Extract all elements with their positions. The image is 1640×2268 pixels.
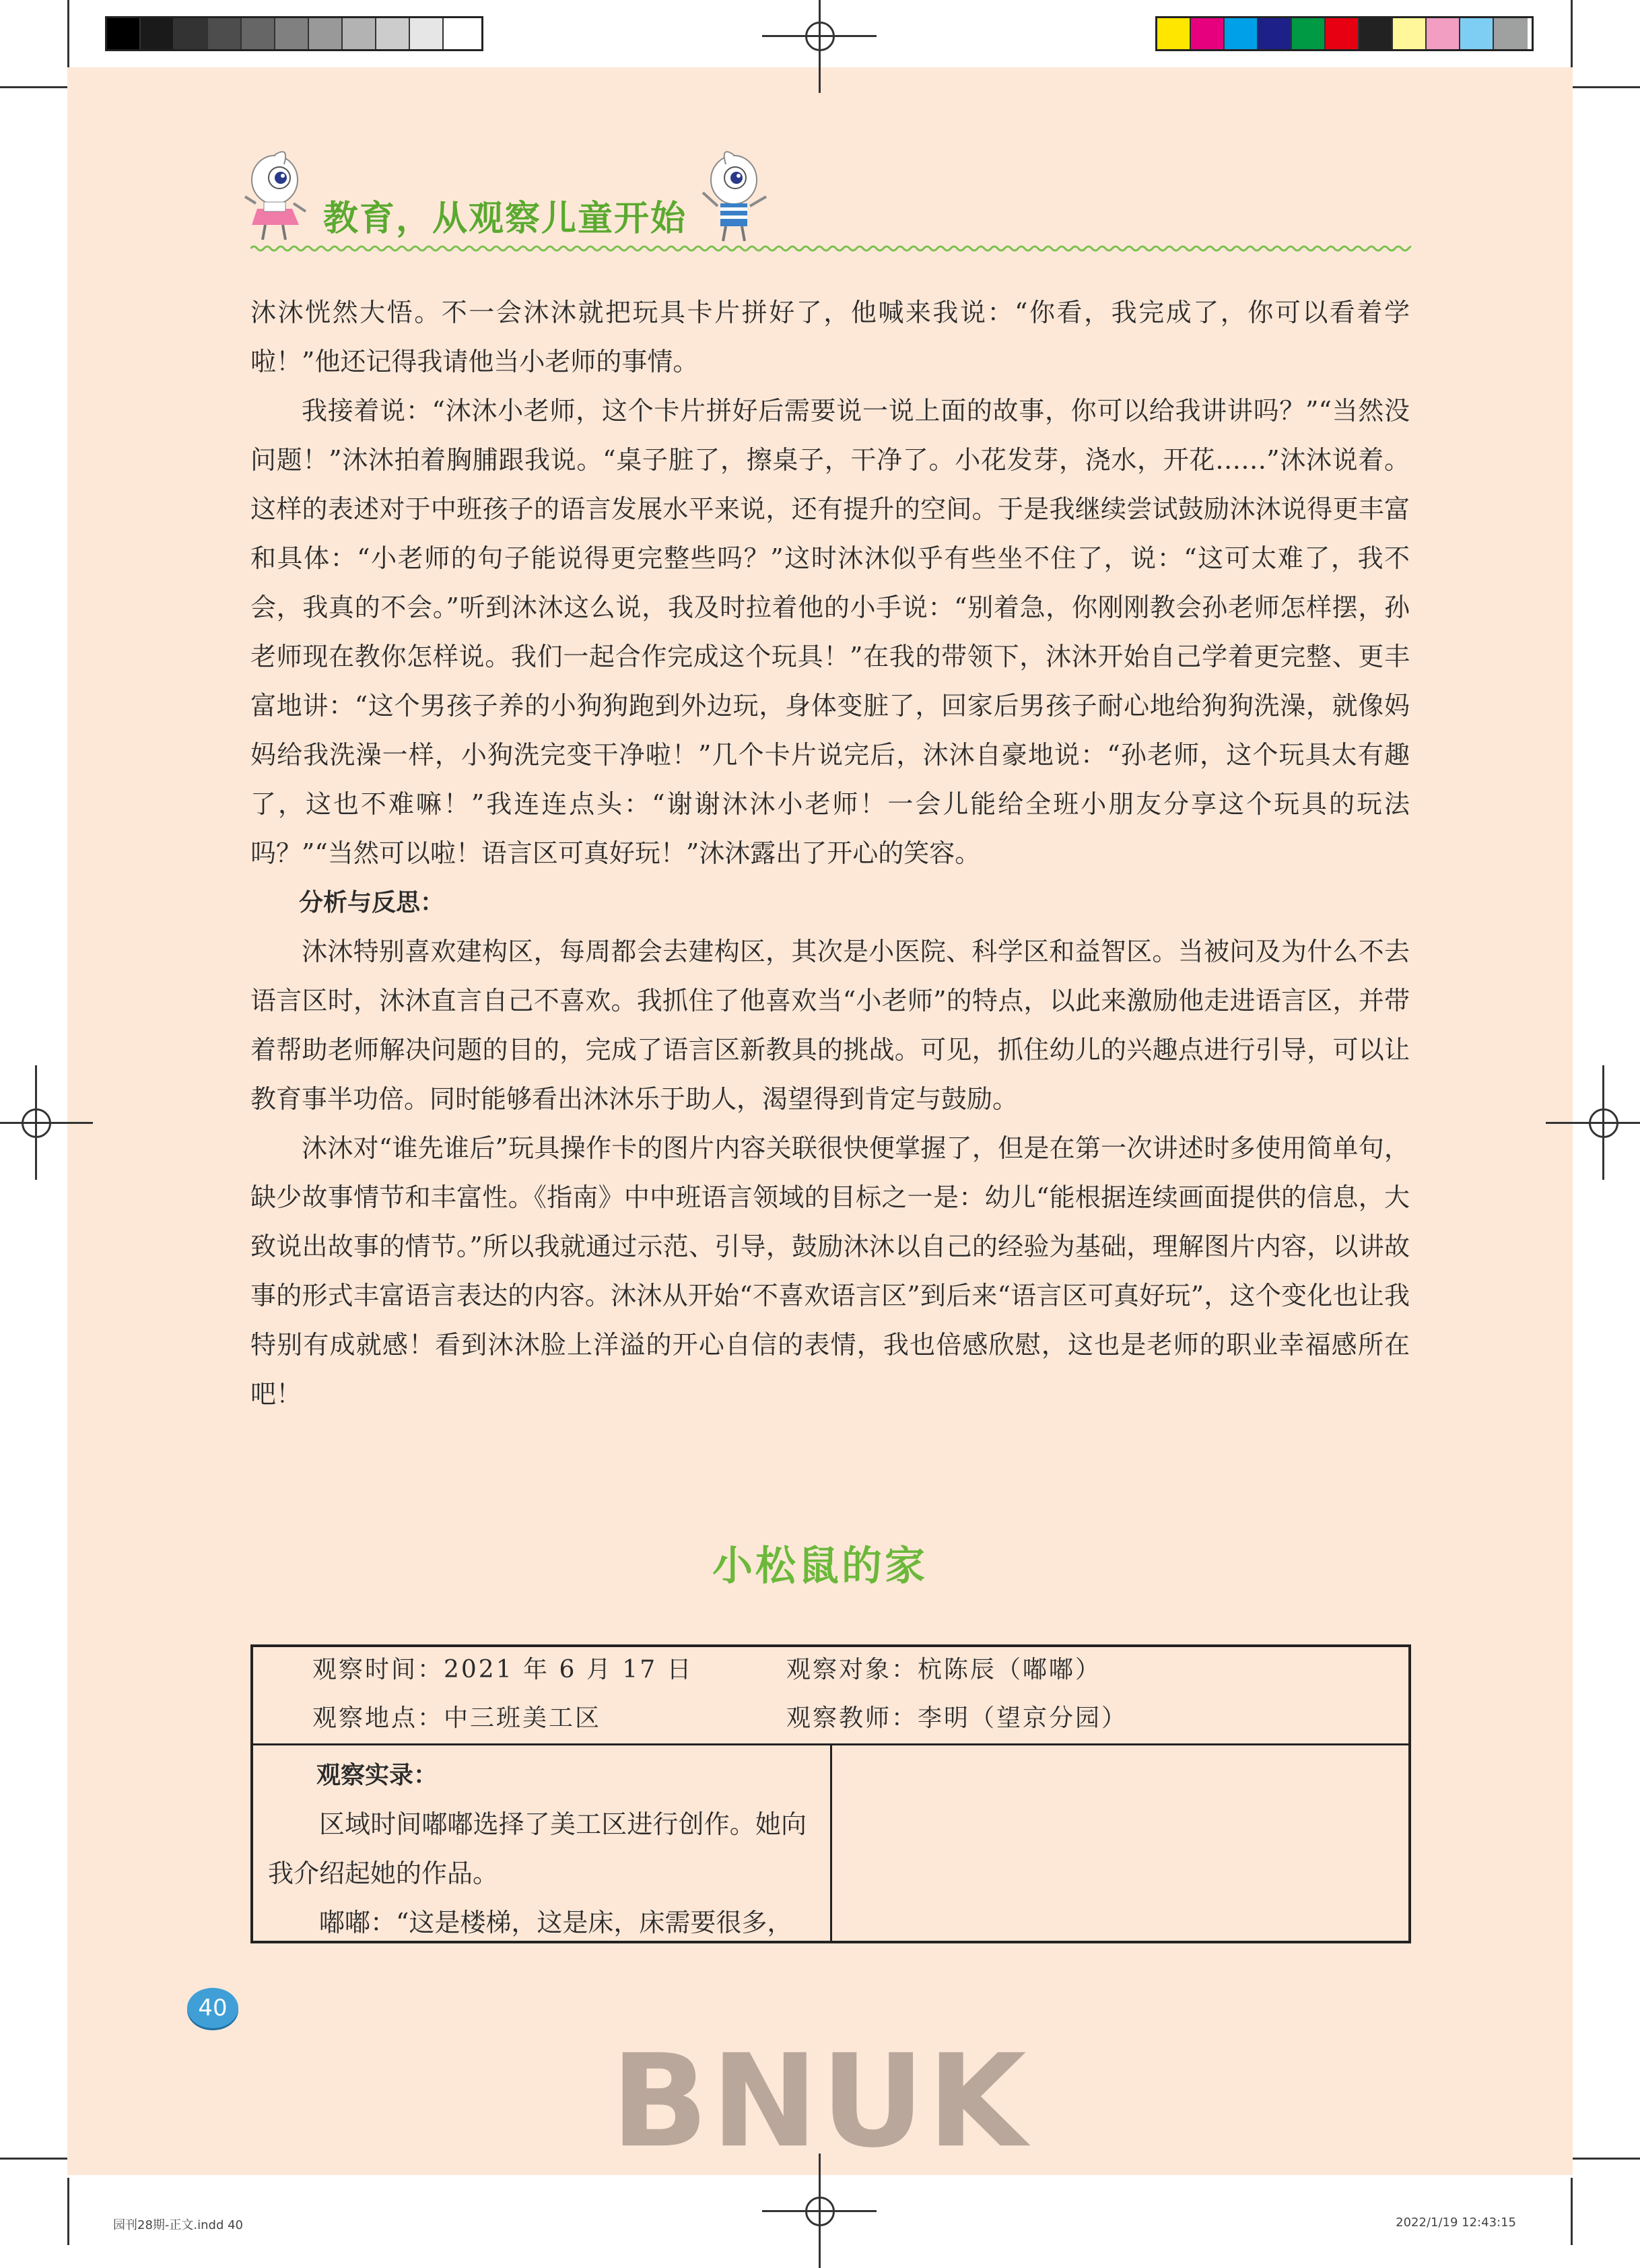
color-swatch [1359,18,1393,49]
header-title: 教育，从观察儿童开始 [323,199,687,239]
crop-mark [1571,0,1573,67]
color-swatch [444,18,477,49]
color-swatch [208,18,242,49]
color-swatch [174,18,208,49]
color-swatch [1157,18,1191,49]
crop-mark [1573,86,1640,88]
header-divider-wave [250,244,1411,253]
color-swatch [275,18,309,49]
color-swatch [376,18,410,49]
color-swatch [1326,18,1359,49]
registration-mark-left [12,1099,59,1146]
mascot-boy-icon [693,149,774,244]
color-swatch [1258,18,1292,49]
paragraph: 沐沐恍然大悟。不一会沐沐就把玩具卡片拼好了，他喊来我说：“你看，我完成了，你可以看着学啦！”他还记得我请他当小老师的事情。 [250,298,1410,376]
registration-mark-bottom [796,2187,843,2234]
mascot-girl-icon [242,149,310,244]
watermark: BNUK [611,2027,1029,2176]
color-swatch [1460,18,1494,49]
paragraph: 沐沐特别喜欢建构区，每周都会去建构区，其次是小医院、科学区和益智区。当被问及为什么不去语言区时，沐沐直言自己不喜欢。我抓住了他喜欢当“小老师”的特点，以此来激励他走进语言区，并带着帮助老师解决问题的目的，完成了语言区新教具的挑战。可见，抓住幼儿的兴趣点进行引导，可以让教育事半功倍。同时能够看出沐沐乐于助人，渴望得到肯定与鼓励。 [250,937,1410,1114]
observation-header [253,1647,1408,1745]
observation-subject: 观察对象：杭陈辰（嘟嘟） [786,1656,1102,1683]
observation-record-line: 区域时间嘟嘟选择了美工区进行创作。她向我介绍起她的作品。 [268,1809,807,1888]
subsection-heading: 分析与反思： [299,889,445,916]
crop-mark [67,0,69,67]
color-swatch [1427,18,1460,49]
section-title: 小松鼠的家 [712,1543,928,1590]
color-swatch [1191,18,1225,49]
paragraph: 我接着说：“沐沐小老师，这个卡片拼好后需要说一说上面的故事，你可以给我讲讲吗？”“当然没问题！”沐沐拍着胸脯跟我说。“桌子脏了，擦桌子，干净了。小花发芽，浇水，开花……”沐沐说着。这样的表述对于中班孩子的语言发展水平来说，还有提升的空间。于是我继续尝试鼓励沐沐说得更丰富和具体：“小老师的句子能说得更完整些吗？”这时沐沐似乎有些坐不住了，说：“这可太难了，我不会，我真的不会。”听到沐沐这么说，我及时拉着他的小手说：“别着急，你刚刚教会孙老师怎样摆，孙老师现在教你怎样说。我们一起合作完成这个玩具！”在我的带领下，沐沐开始自己学着更完整、更丰富地讲：“这个男孩子养的小狗狗跑到外边玩，身体变脏了，回家后男孩子耐心地给狗狗洗澡，就像妈妈给我洗澡一样，小狗洗完变干净啦！”几个卡片说完后，沐沐自豪地说：“孙老师，这个玩具太有趣了，这也不难嘛！”我连连点头：“谢谢沐沐小老师！一会儿能给全班小朋友分享这个玩具的玩法吗？”“当然可以啦！语言区可真好玩！”沐沐露出了开心的笑容。 [250,396,1410,868]
observation-table [250,1644,1411,1943]
color-swatch [1393,18,1427,49]
color-swatch [343,18,376,49]
observation-notes-cell [832,1745,1408,1941]
color-swatch [141,18,174,49]
registration-mark-right [1579,1099,1627,1146]
paragraph: 沐沐对“谁先谁后”玩具操作卡的图片内容关联很快便掌握了，但是在第一次讲述时多使用简单句，缺少故事情节和丰富性。《指南》中中班语言领域的目标之一是：幼儿“能根据连续画面提供的信息，大致说出故事的情节。”所以我就通过示范、引导，鼓励沐沐以自己的经验为基础，理解图片内容，以讲故事的形式丰富语言表达的内容。沐沐从开始“不喜欢语言区”到后来“语言区可真好玩”，这个变化也让我特别有成就感！看到沐沐脸上洋溢的开心自信的表情，我也倍感欣慰，这也是老师的职业幸福感所在吧！ [250,1133,1410,1409]
observation-place: 观察地点：中三班美工区 [312,1704,602,1732]
crop-mark [1571,2178,1573,2245]
observation-record-label: 观察实录： [316,1762,438,1789]
observation-record-line: 嘟嘟：“这是楼梯，这是床，床需要很多， [319,1908,793,1937]
registration-mark-top [796,12,843,59]
color-swatch [1225,18,1258,49]
observation-time: 观察时间：2021 年 6 月 17 日 [312,1656,693,1683]
color-swatch [1292,18,1326,49]
footer-file-info: 园刊28期-正文.indd 40 [113,2218,244,2232]
color-swatch [410,18,444,49]
crop-mark [0,86,67,88]
color-swatch [309,18,343,49]
observation-record-cell [253,1745,832,1941]
observation-teacher: 观察教师：李明（望京分园） [786,1704,1128,1732]
grayscale-bar [105,16,483,51]
color-swatch [242,18,275,49]
color-swatch [107,18,141,49]
color-swatch [1494,18,1528,49]
color-bar [1155,16,1534,51]
footer-timestamp: 2022/1/19 12:43:15 [1396,2215,1516,2230]
crop-mark [67,2178,69,2245]
article-body [250,288,1410,1419]
page-number: 40 [187,1988,238,2028]
